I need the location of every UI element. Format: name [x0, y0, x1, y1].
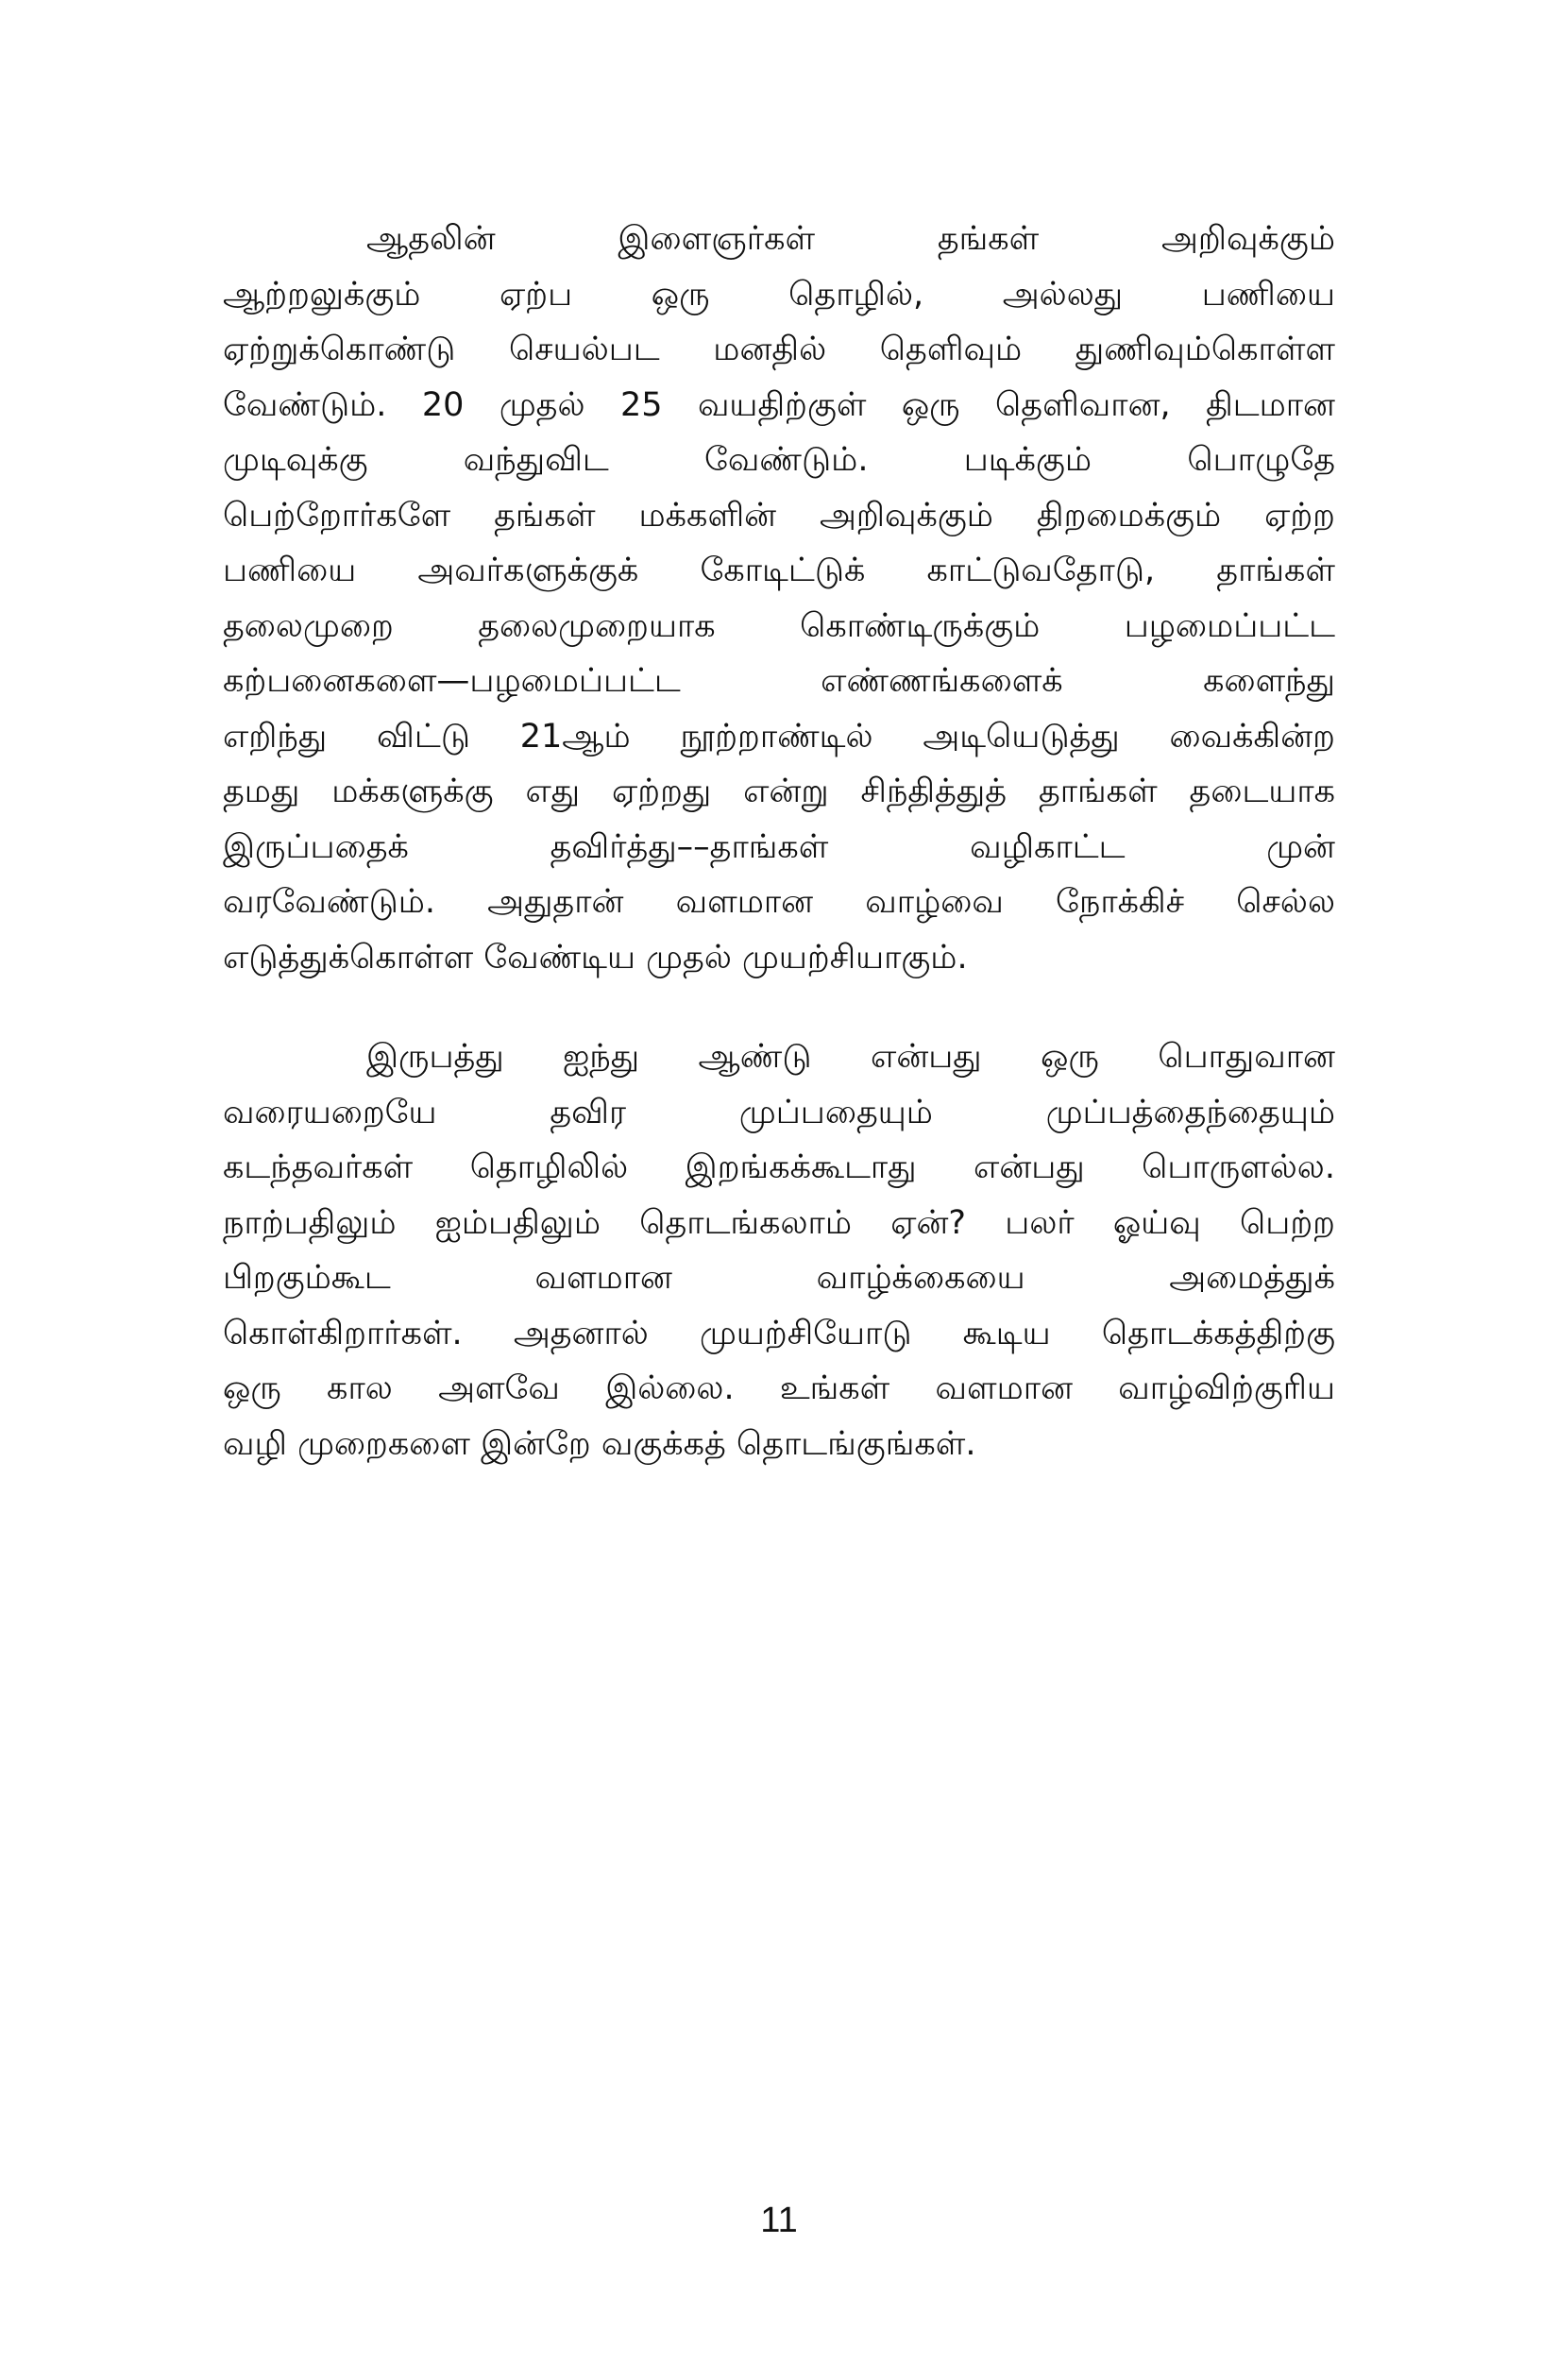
paragraph-line: பெற்றோர்களே தங்கள் மக்களின் அறிவுக்கும் திறமைக்கும் ஏற்ற: [223, 496, 1335, 535]
paragraph-line: வேண்டும். 20 முதல் 25 வயதிற்குள் ஒரு தெளிவான, திடமான: [223, 385, 1335, 424]
paragraph-line: எறிந்து விட்டு 21ஆம் நூற்றாண்டில் அடியெடுத்து வைக்கின்ற: [223, 717, 1335, 756]
paragraph-line: முடிவுக்கு வந்துவிட வேண்டும். படிக்கும் பொழுதே: [223, 441, 1335, 479]
paragraph-line: பணியை அவர்களுக்குக் கோடிட்டுக் காட்டுவதோடு, தாங்கள்: [223, 552, 1335, 589]
paragraph-line: கடந்தவர்கள் தொழிலில் இறங்கக்கூடாது என்பது பொருளல்ல.: [223, 1148, 1335, 1186]
paragraph-line: கொள்கிறார்கள். அதனால் முயற்சியோடு கூடிய தொடக்கத்திற்கு: [223, 1314, 1335, 1352]
paragraph-line: ஆற்றலுக்கும் ஏற்ப ஒரு தொழில், அல்லது பணியை: [223, 275, 1335, 314]
paragraph-1: [223, 212, 1335, 985]
paragraph-line: இருபத்து ஐந்து ஆண்டு என்பது ஒரு பொதுவான: [366, 1038, 1335, 1076]
paragraph-line: இருப்பதைக் தவிர்த்து––தாங்கள் வழிகாட்ட முன்: [223, 827, 1335, 866]
paragraph-2: [223, 1029, 1335, 1471]
paragraph-line: கற்பனைகளை—பழமைப்பட்ட எண்ணங்களைக் களைந்து: [223, 662, 1335, 700]
paragraph-line: ஒரு கால அளவே இல்லை. உங்கள் வளமான வாழ்விற்குரிய: [223, 1369, 1335, 1407]
paragraph-line: ஆதலின் இளைஞர்கள் தங்கள் அறிவுக்கும்: [366, 220, 1335, 258]
page-number: 11: [760, 2201, 798, 2240]
paragraph-line: எடுத்துக்கொள்ள வேண்டிய முதல் முயற்சியாகும்.: [223, 938, 968, 977]
paragraph-line: நாற்பதிலும் ஐம்பதிலும் தொடங்கலாம் ஏன்? பலர் ஓய்வு பெற்ற: [223, 1203, 1335, 1242]
paragraph-line: ஏற்றுக்கொண்டு செயல்பட மனதில் தெளிவும் துணிவும்கொள்ள: [223, 331, 1335, 368]
paragraph-line: வரையறையே தவிர முப்பதையும் முப்பத்தைந்தையும்: [223, 1093, 1335, 1131]
paragraph-line: தலைமுறை தலைமுறையாக கொண்டிருக்கும் பழமைப்பட்ட: [223, 606, 1335, 645]
paragraph-line: வரவேண்டும். அதுதான் வளமான வாழ்வை நோக்கிச் செல்ல: [223, 883, 1335, 921]
paragraph-line: வழி முறைகளை இன்றே வகுக்கத் தொடங்குங்கள்.: [223, 1424, 976, 1463]
paragraph-line: தமது மக்களுக்கு எது ஏற்றது என்று சிந்தித்துத் தாங்கள் தடையாக: [223, 773, 1335, 810]
paragraph-line: பிறகும்கூட வளமான வாழ்க்கையை அமைத்துக்: [223, 1259, 1335, 1297]
